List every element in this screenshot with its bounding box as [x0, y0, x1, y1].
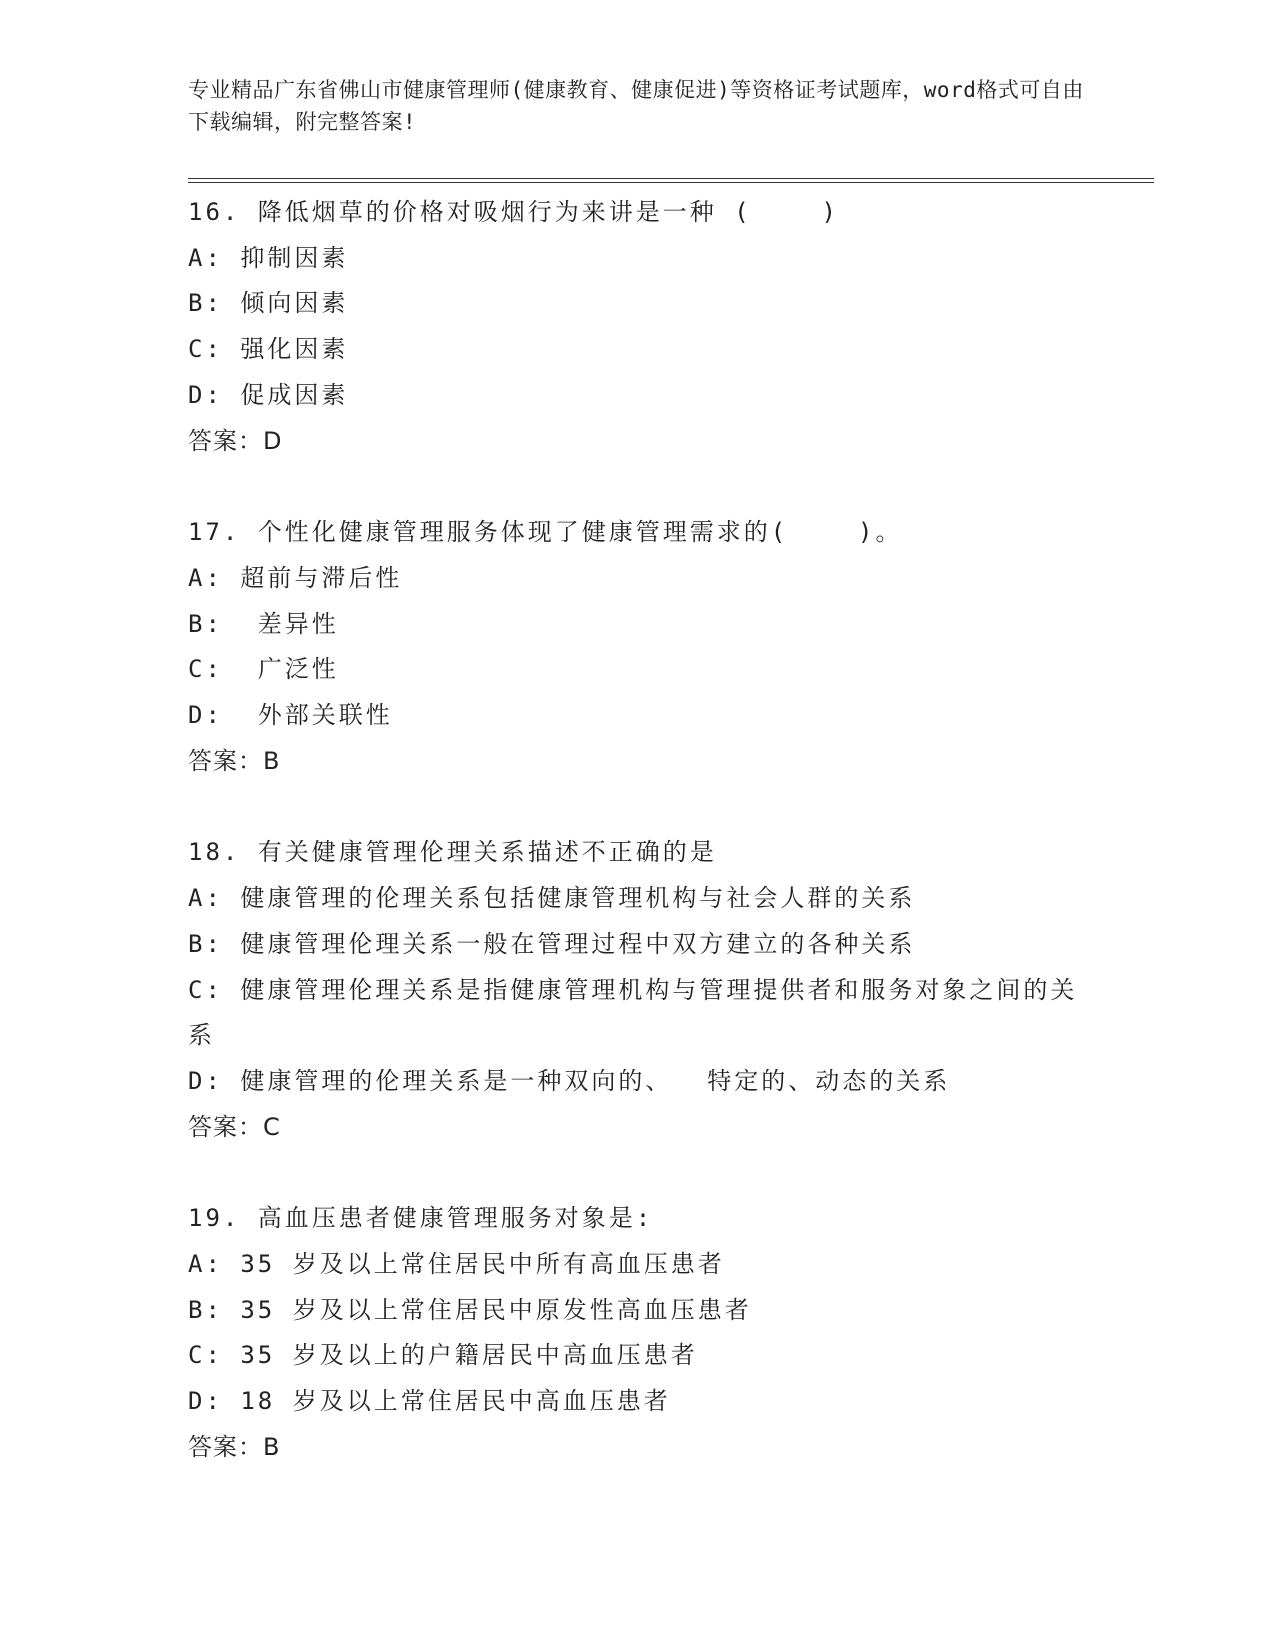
option-d: D: 18 岁及以上常住居民中高血压患者 — [188, 1387, 671, 1416]
option-d: D: 促成因素 — [188, 380, 349, 409]
question-19 — [188, 1196, 1088, 1470]
option-a: A: 抑制因素 — [188, 243, 349, 272]
option-b: B: 差异性 — [188, 609, 339, 638]
question-18 — [188, 830, 1088, 1150]
option-c: C: 强化因素 — [188, 335, 349, 364]
answer-line: 答案：B — [188, 746, 281, 775]
answer-line: 答案：B — [188, 1432, 281, 1461]
question-list — [188, 190, 1088, 1517]
question-17 — [188, 510, 1088, 784]
option-d: D: 外部关联性 — [188, 701, 393, 730]
option-a: A: 健康管理的伦理关系包括健康管理机构与社会人群的关系 — [188, 884, 916, 913]
option-c: C: 广泛性 — [188, 655, 339, 684]
answer-line: 答案：C — [188, 1112, 281, 1141]
question-stem: 19. 高血压患者健康管理服务对象是: — [188, 1204, 654, 1233]
question-stem: 18. 有关健康管理伦理关系描述不正确的是 — [188, 838, 717, 867]
option-d: D: 健康管理的伦理关系是一种双向的、 特定的、动态的关系 — [188, 1066, 951, 1095]
option-c: C: 健康管理伦理关系是指健康管理机构与管理提供者和服务对象之间的关系 — [188, 975, 1078, 1050]
question-16 — [188, 190, 1088, 464]
option-a: A: 35 岁及以上常住居民中所有高血压患者 — [188, 1250, 725, 1279]
option-b: B: 健康管理伦理关系一般在管理过程中双方建立的各种关系 — [188, 929, 916, 958]
document-header: 专业精品广东省佛山市健康管理师(健康教育、健康促进)等资格证考试题库，word格式可自由下载编辑，附完整答案! — [188, 78, 1084, 134]
header-divider — [188, 178, 1154, 183]
option-b: B: 35 岁及以上常住居民中原发性高血压患者 — [188, 1295, 752, 1324]
option-b: B: 倾向因素 — [188, 289, 349, 318]
question-stem: 16. 降低烟草的价格对吸烟行为来讲是一种 ( ) — [188, 198, 839, 226]
option-a: A: 超前与滞后性 — [188, 563, 403, 592]
option-c: C: 35 岁及以上的户籍居民中高血压患者 — [188, 1341, 698, 1370]
question-stem: 17. 个性化健康管理服务体现了健康管理需求的( )。 — [188, 518, 903, 547]
answer-line: 答案：D — [188, 426, 283, 455]
